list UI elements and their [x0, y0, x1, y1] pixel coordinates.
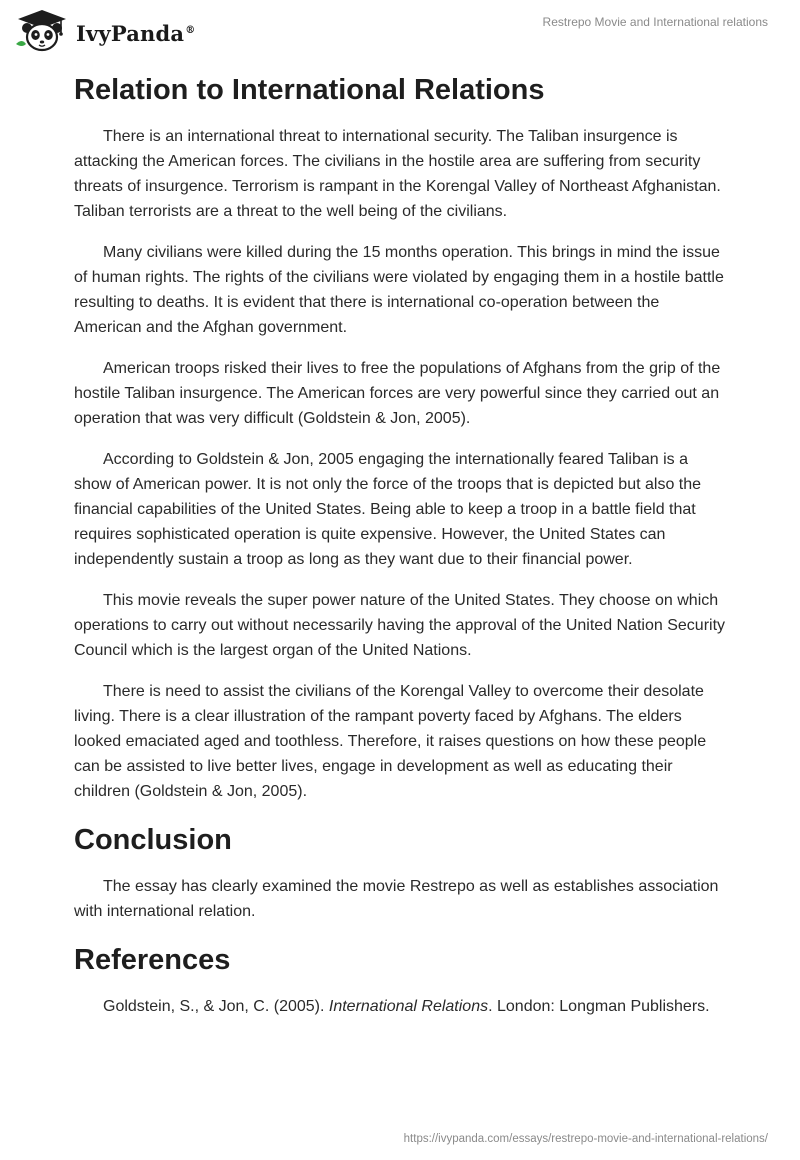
source-url[interactable]: https://ivypanda.com/essays/restrepo-movie-and-international-relations/	[403, 1133, 768, 1145]
paragraph: American troops risked their lives to free the populations of Afghans from the grip of the hostile Taliban insurgence. The American forces are very powerful since they carried out an operation that was very difficult (Goldstein & Jon, 2005).	[74, 360, 721, 427]
reference-authors: Goldstein, S., & Jon, C. (2005).	[103, 998, 329, 1015]
paragraph: Many civilians were killed during the 15 months operation. This brings in mind the issue of human rights. The rights of the civilians were violated by engaging them in a hostile battle resulting to deaths. It is evident that there is international co-operation between the American and the Afghan government.	[74, 244, 724, 336]
paragraph: The essay has clearly examined the movie Restrepo as well as establishes association with international relation.	[74, 878, 719, 920]
section-heading-conclusion: Conclusion	[74, 824, 232, 856]
registered-mark: ®	[185, 24, 196, 36]
document-title: Restrepo Movie and International relations	[542, 15, 768, 29]
reference-entry	[74, 994, 728, 1019]
paragraph: There is an international threat to international security. The Taliban insurgence is attacking the American forces. The civilians in the hostile area are suffering from security threats of insurgence. Terrorism is rampant in the Korengal Valley of Northeast Afghanistan. Taliban terrorists are a threat to the well being of the civilians.	[74, 128, 721, 220]
reference-publisher: . London: Longman Publishers.	[488, 998, 710, 1015]
paragraph: There is need to assist the civilians of the Korengal Valley to overcome their desolate living. There is a clear illustration of the rampant poverty faced by Afghans. The elders looked emaciated aged and toothless. Therefore, it raises questions on how these people can be assisted to live better lives, engage in development as well as educating their children (Goldstein & Jon, 2005).	[74, 683, 707, 800]
paragraph: This movie reveals the super power nature of the United States. They choose on which operations to carry out without necessarily having the approval of the United Nation Security Council which is the largest organ of the United Nations.	[74, 592, 726, 659]
reference-title: International Relations	[328, 998, 489, 1015]
essay-content	[74, 70, 728, 1035]
paragraph: According to Goldstein & Jon, 2005 engaging the internationally feared Taliban is a show of American power. It is not only the force of the troops that is depicted but also the financial capabilities of the United States. Being able to keep a troop in a battle field that requires sophisticated operation is quite expensive. However, the United States can independently sustain a troop as long as they want due to their financial power.	[74, 451, 702, 568]
panda-graduate-icon	[14, 8, 70, 54]
section-heading-international-relations: Relation to International Relations	[74, 74, 545, 106]
section-heading-references: References	[74, 944, 231, 976]
page-header	[0, 0, 800, 56]
brand-name: IvyPanda®	[76, 20, 196, 46]
ivypanda-logo[interactable]	[14, 8, 195, 54]
